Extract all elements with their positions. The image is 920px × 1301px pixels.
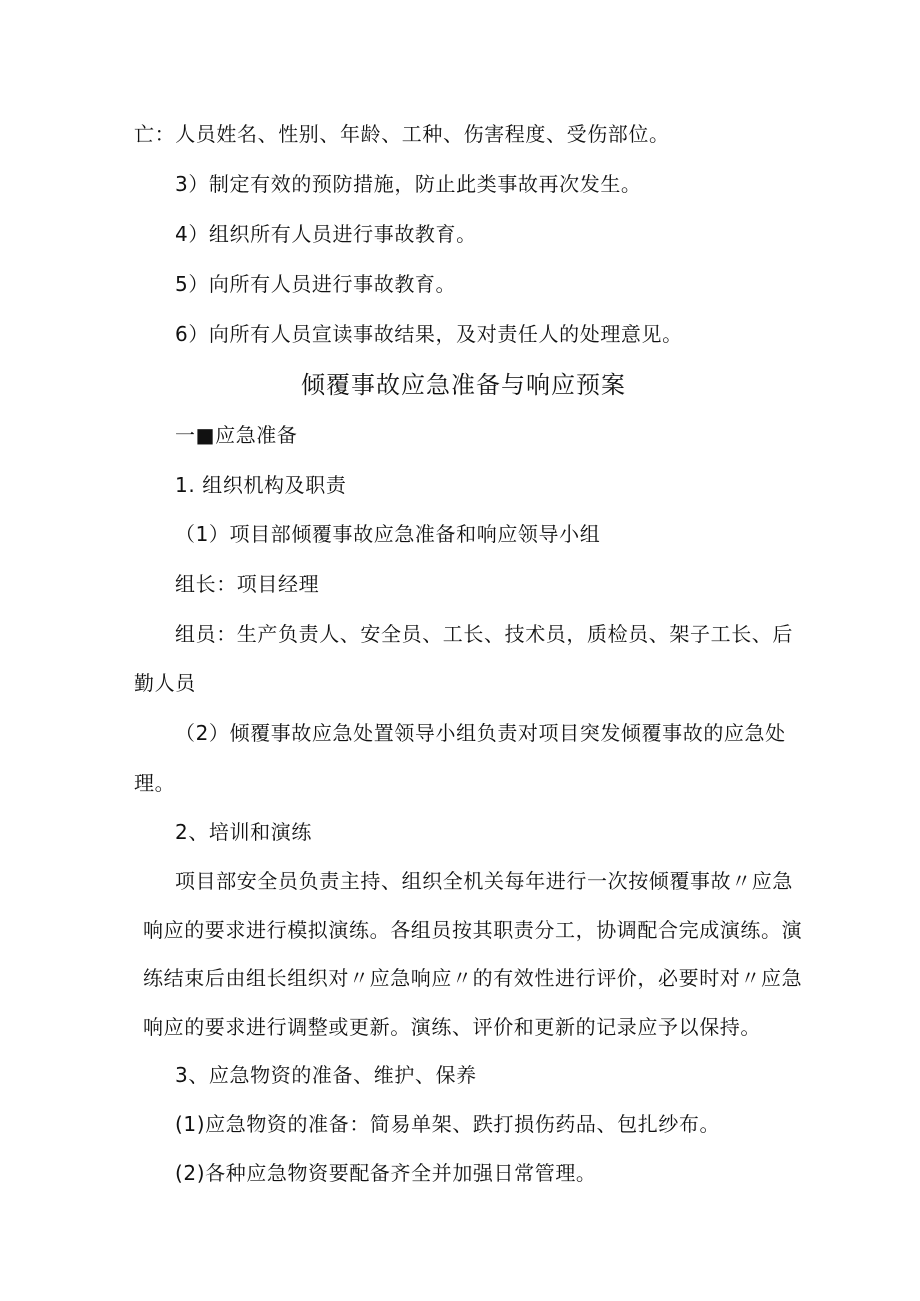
paragraph-casualty-info: 亡：人员姓名、性别、年龄、工种、伤害程度、受伤部位。: [134, 122, 670, 146]
section-title: 倾覆事故应急准备与响应预案: [301, 371, 626, 399]
paragraph-supplies-management: (2)各种应急物资要配备齐全并加强日常管理。: [175, 1161, 597, 1185]
paragraph-group-members-line1: 组员：生产负责人、安全员、工长、技术员，质检员、架子工长、后: [175, 622, 793, 646]
paragraph-organize-education: 4）组织所有人员进行事故教育。: [175, 222, 477, 246]
paragraph-training-line3: 练结束后由组长组织对〃应急响应〃的有效性进行评价，必要时对〃应急: [143, 966, 803, 990]
paragraph-leading-group: （1）项目部倾覆事故应急准备和响应领导小组: [175, 522, 601, 546]
heading-organization-duties: 1. 组织机构及职责: [175, 473, 347, 497]
heading-emergency-supplies: 3、应急物资的准备、维护、保养: [175, 1063, 477, 1087]
paragraph-supplies-preparation: (1)应急物资的准备：简易单架、跌打损伤药品、包扎纱布。: [175, 1112, 721, 1136]
paragraph-conduct-education: 5）向所有人员进行事故教育。: [175, 272, 457, 296]
paragraph-prevention-measures: 3）制定有效的预防措施，防止此类事故再次发生。: [175, 172, 642, 196]
paragraph-group-leader: 组长：项目经理: [175, 572, 320, 596]
paragraph-disposal-group-line2: 理。: [134, 771, 176, 795]
paragraph-announce-result: 6）向所有人员宣读事故结果，及对责任人的处理意见。: [175, 322, 683, 346]
paragraph-training-line2: 响应的要求进行模拟演练。各组员按其职责分工，协调配合完成演练。演: [143, 918, 803, 942]
paragraph-group-members-line2: 勤人员: [134, 671, 196, 695]
paragraph-training-line4: 响应的要求进行调整或更新。演练、评价和更新的记录应予以保持。: [143, 1015, 761, 1039]
paragraph-training-line1: 项目部安全员负责主持、组织全机关每年进行一次按倾覆事故〃应急: [175, 869, 793, 893]
heading-emergency-preparation: 一■应急准备: [175, 423, 298, 447]
paragraph-disposal-group-line1: （2）倾覆事故应急处置领导小组负责对项目突发倾覆事故的应急处: [175, 721, 786, 745]
heading-training-drills: 2、培训和演练: [175, 820, 312, 844]
